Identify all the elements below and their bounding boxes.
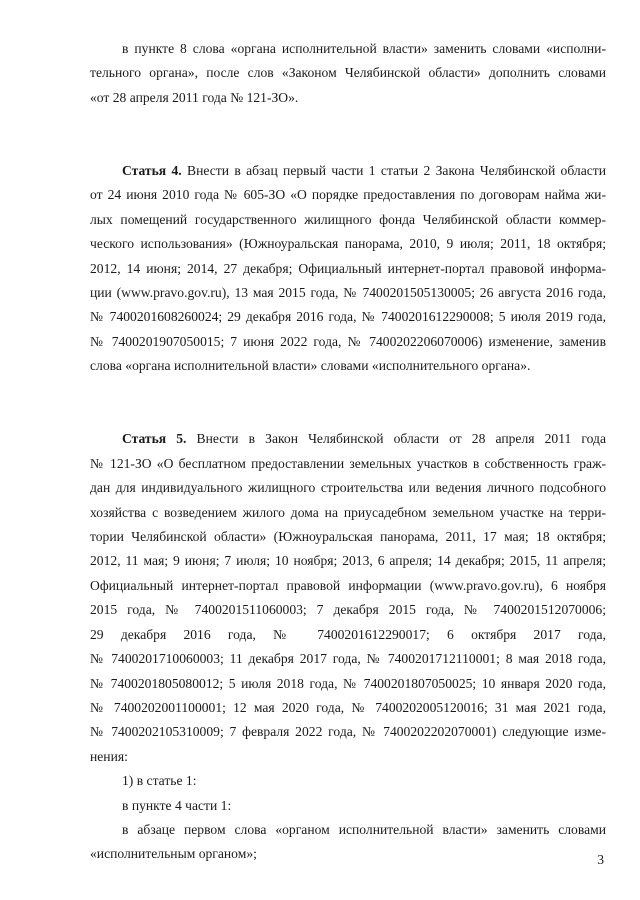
text-line: «исполнительным органом»; bbox=[90, 846, 257, 862]
text-line: от 24 июня 2010 года № 605-ЗО «О порядке предоставления по договорам найма жи- bbox=[90, 187, 606, 203]
text-line: тории Челябинской области» (Южноуральская панорама, 2011, 17 мая; 18 октября; bbox=[90, 529, 606, 545]
article-5 bbox=[90, 427, 604, 866]
article-4-first-line-text: Внести в абзац первый части 1 статьи 2 Закона Челябинской области bbox=[181, 163, 606, 178]
spacer bbox=[90, 403, 604, 427]
spacer bbox=[90, 135, 604, 159]
text-line: № 7400201608260024; 29 декабря 2016 года, № 7400201612290008; 5 июля 2019 года, bbox=[90, 309, 606, 325]
text-line: 2015 года, № 7400201511060003; 7 декабря 2015 года, № 7400201512070006; bbox=[90, 602, 606, 618]
article-4 bbox=[90, 159, 604, 379]
text-line: ческого использования» (Южноуральская панорама, 2010, 9 июля; 2011, 18 октября; bbox=[90, 236, 606, 252]
article-5-first-line-text: Внести в Закон Челябинской области от 28 апреля 2011 года bbox=[186, 431, 606, 447]
article-4-first-line bbox=[90, 159, 606, 183]
text-line: тельного органа», после слов «Законом Челябинской области» дополнить словами bbox=[90, 65, 606, 81]
text-line: 2012, 11 мая; 9 июня; 7 июля; 10 ноября; 2013, 6 апреля; 14 декабря; 2015, 11 апреля; bbox=[90, 553, 606, 569]
text-line: № 7400202001100001; 12 мая 2020 года, № 7400202005120016; 31 мая 2021 года, bbox=[90, 699, 606, 715]
text-line: лых помещений государственного жилищного фонда Челябинской области коммер- bbox=[90, 211, 606, 227]
text-line: «от 28 апреля 2011 года № 121-ЗО». bbox=[90, 89, 299, 105]
text-line: № 7400201907050015; 7 июня 2022 года, № 7400202206070006) изменение, заменив bbox=[90, 333, 606, 349]
text-line: 29 декабря 2016 года, № 7400201612290017; 6 октября 2017 года, bbox=[90, 626, 606, 642]
text-line: № 7400201805080012; 5 июля 2018 года, № 7400201807050025; 10 января 2020 года, bbox=[90, 675, 606, 691]
list-item: 1) в статье 1: bbox=[122, 773, 197, 789]
page-number: 3 bbox=[597, 852, 604, 867]
text-line: 2012, 14 июня; 2014, 27 декабря; Официальный интернет-портал правовой информа- bbox=[90, 260, 606, 276]
text-line: Официальный интернет-портал правовой информации (www.pravo.gov.ru), 6 ноября bbox=[90, 577, 606, 593]
list-item: в пункте 4 части 1: bbox=[122, 797, 232, 813]
text-line: хозяйства с возведением жилого дома на приусадебном земельном участке на терри- bbox=[90, 504, 606, 520]
text-line: № 7400201710060003; 11 декабря 2017 года, № 7400201712110001; 8 мая 2018 года, bbox=[90, 651, 606, 667]
text-line: № 7400202105310009; 7 февраля 2022 года, № 7400202202070001) следующие изме- bbox=[90, 724, 606, 740]
article-5-first-line bbox=[90, 427, 606, 451]
text-line: слова «органа исполнительной власти» словами «исполнительного органа». bbox=[90, 358, 531, 374]
article-5-heading: Статья 5. bbox=[122, 431, 187, 447]
text-line: ции (www.pravo.gov.ru), 13 мая 2015 года, № 7400201505130005; 26 августа 2016 года, bbox=[90, 285, 606, 301]
text-line: дан для индивидуального жилищного строительства или ведения личного подсобного bbox=[90, 480, 606, 496]
paragraph-1 bbox=[90, 37, 604, 110]
spacer bbox=[90, 110, 604, 134]
spacer bbox=[90, 379, 604, 403]
text-line: нения: bbox=[90, 748, 128, 764]
text-line: в пункте 8 слова «органа исполнительной власти» заменить словами «исполни- bbox=[122, 41, 606, 56]
text-line: в абзаце первом слова «органом исполнительной власти» заменить словами bbox=[122, 821, 606, 837]
article-4-heading: Статья 4. bbox=[122, 163, 182, 178]
text-line: № 121-ЗО «О бесплатном предоставлении земельных участков в собственность граж- bbox=[90, 455, 606, 471]
